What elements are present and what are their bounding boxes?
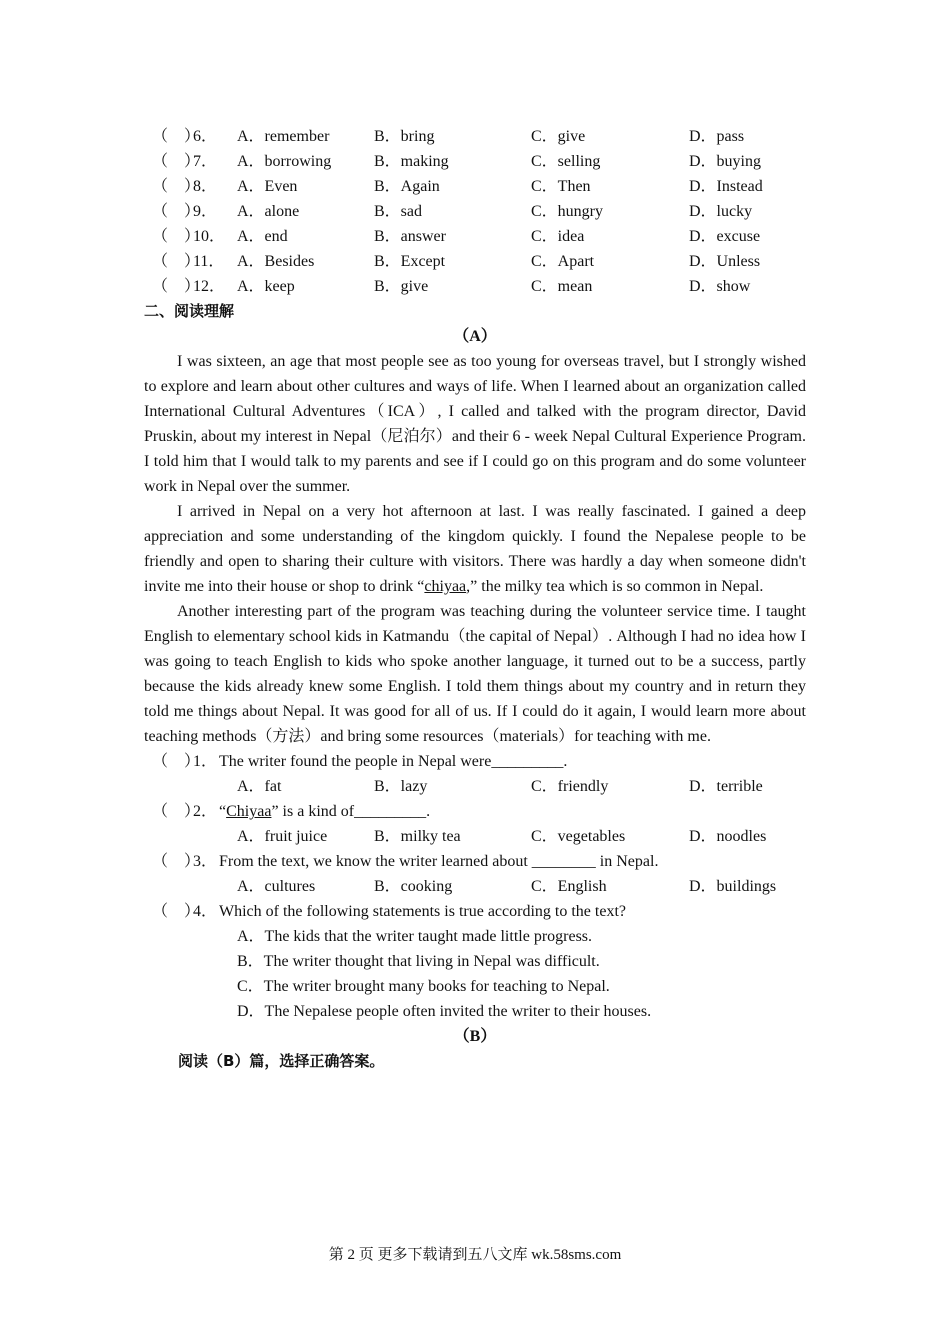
paragraph-text: I arrived in Nepal on a very hot afternoon at last. I was really fascinated. I gained a deep appreciation and some understanding of the kingdom quickly. I found the Nepalese people to be friendly and open to sharing their culture with visitors. There was hardly a day when someone didn't invite me into their house or shop to drink “ [144, 503, 806, 595]
cloze-item-6 [144, 124, 806, 149]
option-b: B．The writer thought that living in Nepal was difficult. [237, 953, 600, 970]
question-2-options [144, 824, 806, 849]
passage-a-title: （A） [453, 328, 497, 345]
question-4 [144, 899, 806, 924]
exam-page [144, 124, 806, 1074]
option-b: B．making [374, 153, 449, 170]
option-d: D．buildings [689, 878, 777, 895]
question-3-options [144, 874, 806, 899]
option-d: D．pass [689, 128, 745, 145]
question-number: 2． [193, 803, 218, 820]
question-number: 1． [193, 753, 218, 770]
answer-blank[interactable]: （ ） [152, 153, 201, 170]
passage-a-paragraph-3: Another interesting part of the program was teaching during the volunteer service time. I taught English to elementary school kids in Katmandu（the capital of Nepal）. Although I had no idea how I was going to teach English to kids who spoke another language, it turned out to be a success, partly because the kids already knew some English. I told them things about my country and in return they told me things about Nepal. It was good for all of us. If I could do it again, I would learn more about teaching methods（方法）and bring some resources（materials）for teaching with me. [144, 603, 806, 745]
question-number: 11． [193, 253, 225, 270]
question-stem: The writer found the people in Nepal were_________. [219, 753, 568, 770]
option-c: C．give [531, 128, 586, 145]
question-stem: Which of the following statements is true according to the text? [219, 903, 626, 920]
question-3 [144, 849, 806, 874]
question-2 [144, 799, 806, 824]
stem-text: “ [219, 803, 227, 820]
option-c: C．Then [531, 178, 591, 195]
answer-blank[interactable]: （ ） [152, 178, 201, 195]
answer-blank[interactable]: （ ） [152, 203, 201, 220]
cloze-item-12 [144, 274, 806, 299]
answer-blank[interactable]: （ ） [152, 903, 201, 920]
question-number: 8． [193, 178, 218, 195]
option-c: C．vegetables [531, 828, 626, 845]
question-stem [219, 799, 430, 824]
option-a: A．keep [237, 278, 295, 295]
question-number: 12． [193, 278, 226, 295]
question-1-options [144, 774, 806, 799]
option-c: C．selling [531, 153, 601, 170]
option-c: C．English [531, 878, 607, 895]
option-b: B．milky tea [374, 828, 461, 845]
option-d: D．Instead [689, 178, 763, 195]
answer-blank[interactable]: （ ） [152, 128, 201, 145]
option-a: A．cultures [237, 878, 316, 895]
option-c: C．The writer brought many books for teaching to Nepal. [237, 978, 610, 995]
option-d: D．lucky [689, 203, 753, 220]
option-a: A．remember [237, 128, 330, 145]
option-c: C．hungry [531, 203, 604, 220]
underlined-word: chiyaa [424, 578, 467, 595]
cloze-item-8 [144, 174, 806, 199]
passage-a-paragraph-2 [144, 499, 806, 599]
passage-a-paragraph-1: I was sixteen, an age that most people see as too young for overseas travel, but I strongly wished to explore and learn about other cultures and ways of life. When I learned about an organization called International Cultural Adventures（ICA）, I called and talked with the program director, David Pruskin, about my interest in Nepal（尼泊尔）and their 6 - week Nepal Cultural Experience Program. I told him that I would talk to my parents and see if I could go on this program and do some volunteer work in Nepal over the summer. [144, 353, 806, 495]
option-b: B．Again [374, 178, 440, 195]
option-a: A．Even [237, 178, 298, 195]
option-a: A．end [237, 228, 288, 245]
underlined-word: Chiyaa [226, 803, 272, 820]
option-b: B．answer [374, 228, 446, 245]
option-a: A．alone [237, 203, 300, 220]
option-a: A．borrowing [237, 153, 332, 170]
option-b: B．sad [374, 203, 423, 220]
question-number: 10． [193, 228, 226, 245]
question-number: 6． [193, 128, 218, 145]
cloze-item-7 [144, 149, 806, 174]
answer-blank[interactable]: （ ） [152, 253, 201, 270]
option-a: A．fruit juice [237, 828, 328, 845]
question-1 [144, 749, 806, 774]
cloze-item-10 [144, 224, 806, 249]
paragraph-text: ,” the milky tea which is so common in Nepal. [466, 578, 764, 595]
option-d: D．show [689, 278, 751, 295]
question-number: 3． [193, 853, 218, 870]
passage-b-instruction: 阅读（B）篇，选择正确答案。 [178, 1052, 385, 1070]
option-c: C．mean [531, 278, 593, 295]
option-d: D．terrible [689, 778, 763, 795]
question-number: 4． [193, 903, 218, 920]
answer-blank[interactable]: （ ） [152, 853, 201, 870]
option-d: D．The Nepalese people often invited the writer to their houses. [237, 1003, 652, 1020]
option-b: B．lazy [374, 778, 428, 795]
passage-b-title: （B） [453, 1028, 497, 1045]
option-b: B．cooking [374, 878, 453, 895]
option-c: C．Apart [531, 253, 595, 270]
option-a: A．fat [237, 778, 282, 795]
option-b: B．give [374, 278, 429, 295]
question-number: 9． [193, 203, 218, 220]
cloze-item-9 [144, 199, 806, 224]
question-number: 7． [193, 153, 218, 170]
section-heading: 二、阅读理解 [144, 302, 235, 320]
answer-blank[interactable]: （ ） [152, 278, 201, 295]
answer-blank[interactable]: （ ） [152, 753, 201, 770]
option-c: C．idea [531, 228, 585, 245]
page-footer: 第 2 页 更多下载请到五八文库 wk.58sms.com [328, 1247, 622, 1263]
cloze-options-list [144, 124, 806, 299]
option-d: D．excuse [689, 228, 761, 245]
cloze-item-11 [144, 249, 806, 274]
option-a: A．The kids that the writer taught made little progress. [237, 928, 593, 945]
answer-blank[interactable]: （ ） [152, 228, 201, 245]
option-d: D．noodles [689, 828, 767, 845]
option-d: D．Unless [689, 253, 761, 270]
option-a: A．Besides [237, 253, 315, 270]
option-b: B．bring [374, 128, 435, 145]
answer-blank[interactable]: （ ） [152, 803, 201, 820]
stem-text: ” is a kind of_________. [271, 803, 431, 820]
option-c: C．friendly [531, 778, 609, 795]
option-b: B．Except [374, 253, 446, 270]
option-d: D．buying [689, 153, 762, 170]
question-stem: From the text, we know the writer learned about ________ in Nepal. [219, 853, 659, 870]
